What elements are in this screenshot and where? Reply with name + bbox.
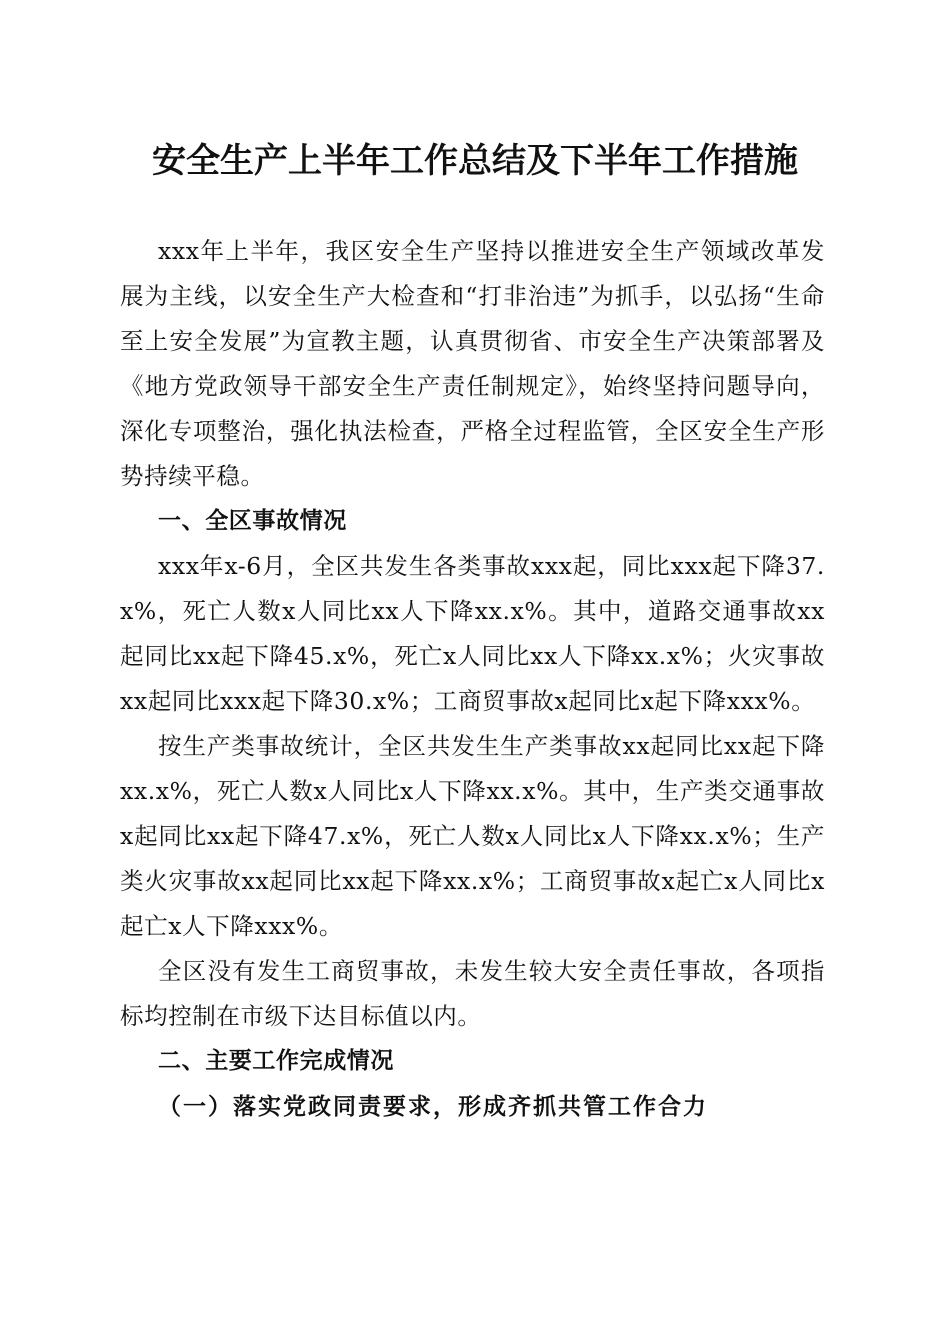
- document-body: [120, 229, 825, 1129]
- target-control-paragraph: 全区没有发生工商贸事故，未发生较大安全责任事故，各项指标均控制在市级下达目标值以内。: [120, 957, 825, 1030]
- production-accident-paragraph: 按生产类事故统计，全区共发生生产类事故xx起同比xx起下降xx.x%，死亡人数x人同比x人下降xx.x%。其中，生产类交通事故x起同比xx起下降47.x%，死亡人数x人同比x人下降xx.x%；生产类火灾事故xx起同比xx起下降xx.x%；工商贸事故x起亡x人同比x起亡x人下降xxx%。: [120, 732, 825, 940]
- intro-paragraph: xxx年上半年，我区安全生产坚持以推进安全生产领域改革发展为主线，以安全生产大检查和“打非治违”为抓手，以弘扬“生命至上安全发展”为宣教主题，认真贯彻省、市安全生产决策部署及《地方党政领导干部安全生产责任制规定》，始终坚持问题导向，深化专项整治，强化执法检查，严格全过程监管，全区安全生产形势持续平稳。: [120, 237, 825, 490]
- document-title: 安全生产上半年工作总结及下半年工作措施: [152, 141, 798, 181]
- subsection-heading-party-responsibility: （一）落实党政同责要求，形成齐抓共管工作合力: [158, 1093, 708, 1120]
- accident-summary-paragraph: xxx年x-6月，全区共发生各类事故xxx起，同比xxx起下降37.x%，死亡人数x人同比xx人下降xx.x%。其中，道路交通事故xx起同比xx起下降45.x%，死亡x人同比xx人下降xx.x%；火灾事故xx起同比xxx起下降30.x%；工商贸事故x起同比x起下降xxx%。: [120, 552, 825, 715]
- section-heading-work-completion: 二、主要工作完成情况: [158, 1048, 394, 1074]
- section-heading-accidents: 一、全区事故情况: [158, 508, 347, 534]
